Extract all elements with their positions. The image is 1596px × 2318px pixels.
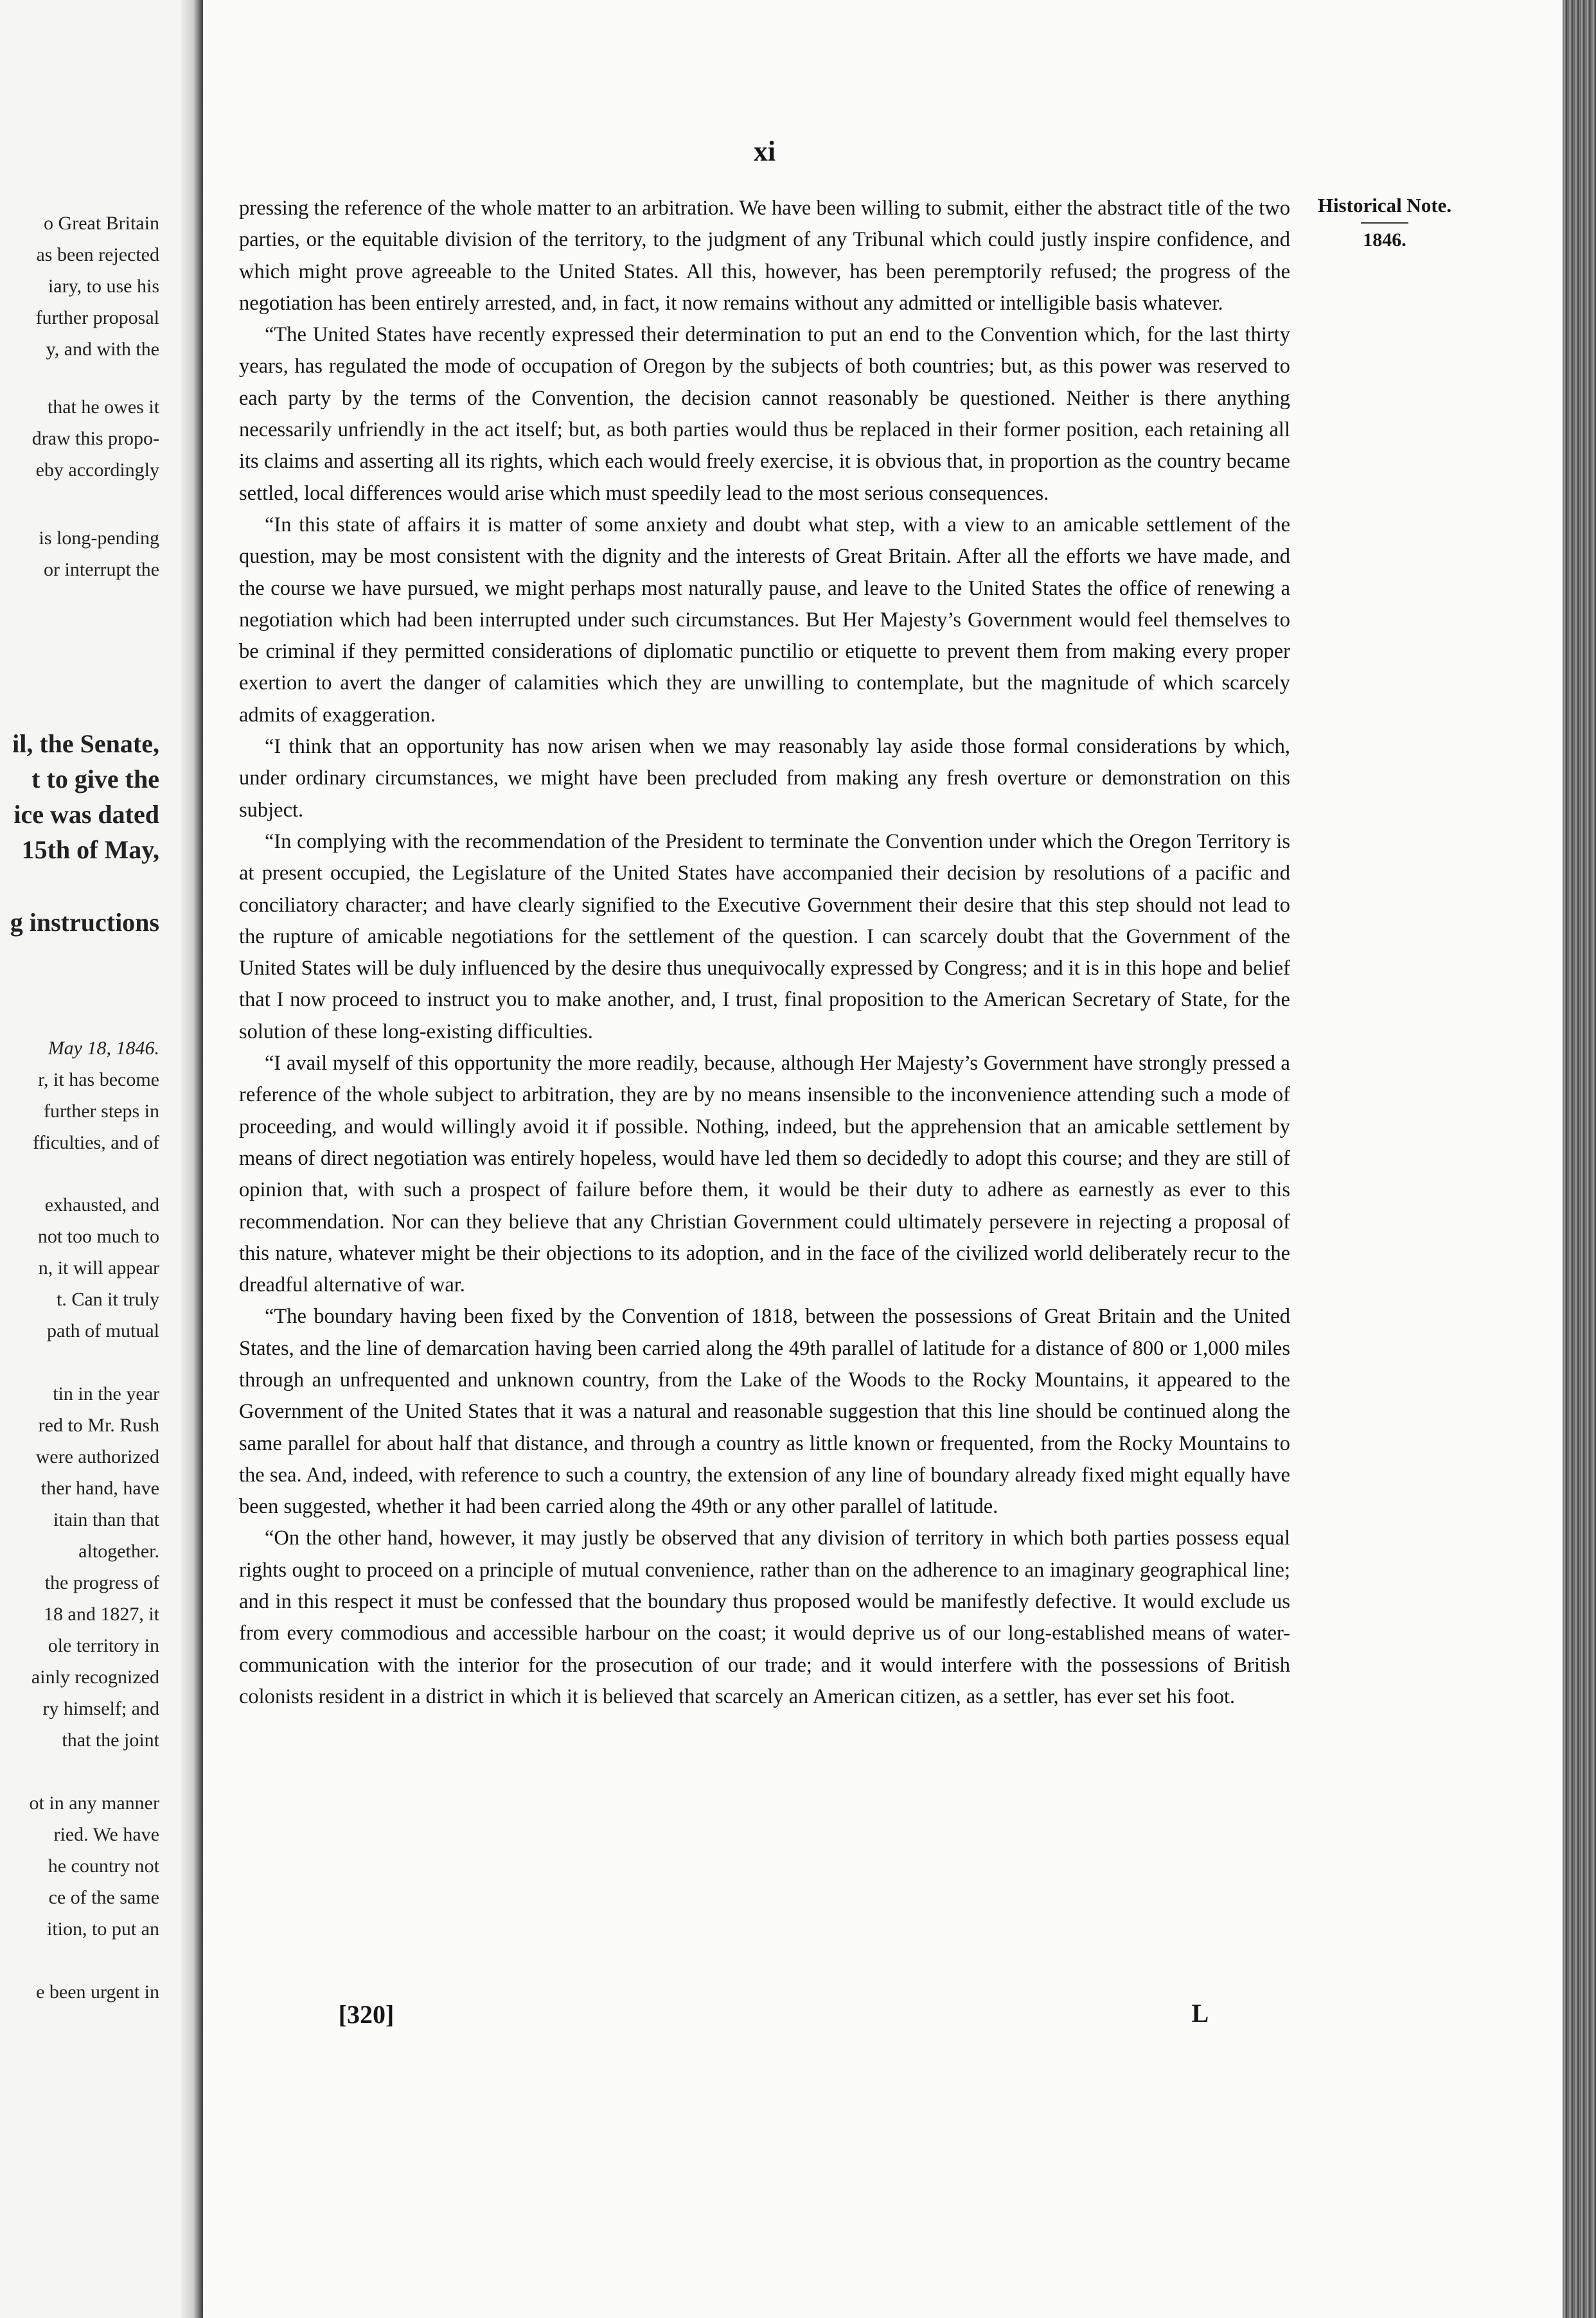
- facing-page-line: eby accordingly: [35, 459, 159, 481]
- paragraph: pressing the reference of the whole matter to an arbitration. We have been willing to submit, either the abstract title of the two parties, or the equitable division of the territory, to the judgment of any Tribunal which could justly inspire confidence, and which might prove agreeable to the United States. All this, however, has been peremptorily refused; the progress of the negotiation has been entirely arrested, and, in fact, it now remains without any admitted or intelligible basis whatever.: [239, 197, 1290, 315]
- facing-page-line: il, the Senate,: [12, 729, 159, 758]
- sidenote-rule: [1361, 222, 1408, 224]
- paragraph: “I avail myself of this opportunity the more readily, because, although Her Majesty’s Government have strongly pressed a reference of the whole subject to arbitration, they are by no means insensible to the inconvenience attending such a mode of proceeding, and would willingly avoid it if possible. Nothing, indeed, but the apprehension that an amicable settlement by means of direct negotiation was entirely hopeless, would have led them so decidedly to adopt this course; and they are still of opinion that, with such a prospect of failure before them, it would be their duty to adhere as earnestly as ever to this recommendation. Nor can they believe that any Christian Government could ultimately persevere in rejecting a proposal of this nature, whatever might be their objections to its adoption, and in the face of the civilized world deliberately recur to the dreadful alternative of war.: [239, 1052, 1290, 1297]
- facing-page-line: red to Mr. Rush: [38, 1415, 159, 1436]
- facing-page-line: the progress of: [44, 1572, 159, 1593]
- facing-page-line: that the joint: [62, 1730, 159, 1751]
- page-gutter: [181, 0, 203, 2318]
- facing-page-line: ce of the same: [48, 1887, 159, 1908]
- facing-page-line: g instructions: [10, 908, 159, 937]
- body-text: [239, 193, 1290, 1713]
- paragraph: “The boundary having been fixed by the Convention of 1818, between the possessions of Great Britain and the United States, and the line of demarcation having been carried along the 49th parallel of latitude for a distance of 800 or 1,000 miles through an unfrequented and unknown country, from the Lake of the Woods to the Rocky Mountains, it appeared to the Government of the United States that it was a natural and reasonable suggestion that this line should be continued along the same parallel for about half that distance, and through a country as little known or frequented, from the Rocky Mountains to the sea. And, indeed, with reference to such a country, the extension of any line of boundary already fixed might equally have been suggested, whether it had been carried along the 49th or any other parallel of latitude.: [239, 1305, 1290, 1519]
- sidenote-title: Historical Note.: [1317, 194, 1452, 217]
- sidenote-year: 1846.: [1363, 229, 1406, 251]
- facing-page-line: further proposal: [35, 307, 159, 328]
- facing-page-line: r, it has become: [38, 1069, 159, 1090]
- facing-page-line: were authorized: [35, 1446, 159, 1467]
- facing-page-line: that he owes it: [47, 396, 159, 418]
- facing-page-line: path of mutual: [47, 1320, 159, 1341]
- folio-number: [320]: [338, 2000, 395, 2029]
- facing-page-line: y, and with the: [46, 339, 159, 360]
- book-edge: [1563, 0, 1596, 2318]
- facing-page-line: further steps in: [44, 1101, 159, 1122]
- facing-page-line: fficulties, and of: [33, 1132, 159, 1153]
- page-number: xi: [753, 136, 776, 167]
- facing-page-line: as been rejected: [36, 244, 159, 265]
- paragraph: “In complying with the recommendation of the President to terminate the Convention under which the Oregon Territory is at present occupied, the Legislature of the United States have accompanied their decision by resolutions of a pacific and conciliatory character; and have clearly signified to the Executive Government their desire that this step should not lead to the rupture of amicable negotiations for the settlement of the question. I can scarcely doubt that the Government of the United States will be duly influenced by the desire thus unequivocally expressed by Congress; and it is in this hope and belief that I now proceed to instruct you to make another, and, I trust, final proposition to the American Secretary of State, for the solution of these long-existing difficulties.: [239, 829, 1290, 1043]
- signature-mark: L: [1191, 1999, 1209, 2028]
- facing-page-line: ot in any manner: [29, 1792, 159, 1814]
- facing-page-line: o Great Britain: [44, 213, 159, 234]
- facing-page-fragment: [0, 0, 181, 2318]
- historical-note-sidenote: [1304, 193, 1465, 252]
- facing-page-line: n, it will appear: [38, 1257, 159, 1278]
- facing-page-line: itain than that: [53, 1509, 159, 1530]
- facing-page-line: or interrupt the: [44, 559, 159, 580]
- paragraph: “The United States have recently expressed their determination to put an end to the Convention which, for the last thirty years, has regulated the mode of occupation of Oregon by the subjects of both countries; but, as this power was reserved to each party by the terms of the Convention, the decision cannot reasonably be questioned. Neither is there anything necessarily unfriendly in the act itself; but, as both parties would thus be replaced in their former position, each retaining all its claims and asserting all its rights, which each would freely exercise, it is obvious that, in proportion as the country became settled, local differences would arise which must speedily lead to the most serious consequences.: [239, 323, 1290, 505]
- facing-page-line: t. Can it truly: [57, 1289, 159, 1310]
- facing-page-line: 15th of May,: [21, 835, 159, 864]
- facing-page-line: 18 and 1827, it: [44, 1604, 159, 1625]
- paragraph: “On the other hand, however, it may justly be observed that any division of territory in which both parties possess equal rights ought to proceed on a principle of mutual convenience, rather than on the adherence to an imaginary geographical line; and in this respect it must be confessed that the boundary thus proposed would be manifestly defective. It would exclude us from every commodious and accessible harbour on the coast; it would deprive us of our long-established means of water-communication with the interior for the prosecution of our trade; and it would interfere with the possessions of British colonists resident in a district in which it is believed that scarcely an American citizen, as a settler, has ever set his foot.: [239, 1526, 1290, 1708]
- facing-page-line: tin in the year: [53, 1383, 159, 1404]
- paragraph: “I think that an opportunity has now arisen when we may reasonably lay aside those formal considerations by which, under ordinary circumstances, we might have been precluded from making any fresh overture or demonstration on this subject.: [239, 735, 1290, 822]
- facing-page-line: e been urgent in: [36, 1981, 159, 2003]
- facing-page-line: iary, to use his: [48, 276, 159, 297]
- facing-page-line: ried. We have: [53, 1824, 159, 1845]
- facing-page-line: ainly recognized: [31, 1667, 159, 1688]
- facing-page-line: ry himself; and: [42, 1698, 159, 1719]
- facing-page-line: May 18, 1846.: [48, 1038, 159, 1059]
- facing-page-line: ice was dated: [13, 800, 159, 829]
- paragraph: “In this state of affairs it is matter of some anxiety and doubt what step, with a view to an amicable settlement of the question, may be most consistent with the dignity and the interests of Great Britain. After all the efforts we have made, and the course we have pursued, we might perhaps most naturally pause, and leave to the United States the office of renewing a negotiation which had been interrupted under such circumstances. But Her Majesty’s Government would feel themselves to be criminal if they permitted considerations of diplomatic punctilio or etiquette to prevent them from making every proper exertion to avert the danger of calamities which they are unwilling to contemplate, but the magnitude of which scarcely admits of exaggeration.: [239, 513, 1290, 727]
- facing-page-line: ther hand, have: [40, 1478, 159, 1499]
- facing-page-line: ition, to put an: [47, 1918, 159, 1940]
- facing-page-line: not too much to: [37, 1226, 159, 1247]
- facing-page-line: he country not: [48, 1855, 159, 1877]
- facing-page-line: t to give the: [31, 765, 159, 793]
- facing-page-line: draw this propo-: [31, 428, 159, 449]
- facing-page-line: is long-pending: [39, 527, 159, 549]
- facing-page-line: exhausted, and: [44, 1194, 159, 1216]
- facing-page-line: ole territory in: [48, 1635, 159, 1656]
- facing-page-line: altogether.: [78, 1541, 159, 1562]
